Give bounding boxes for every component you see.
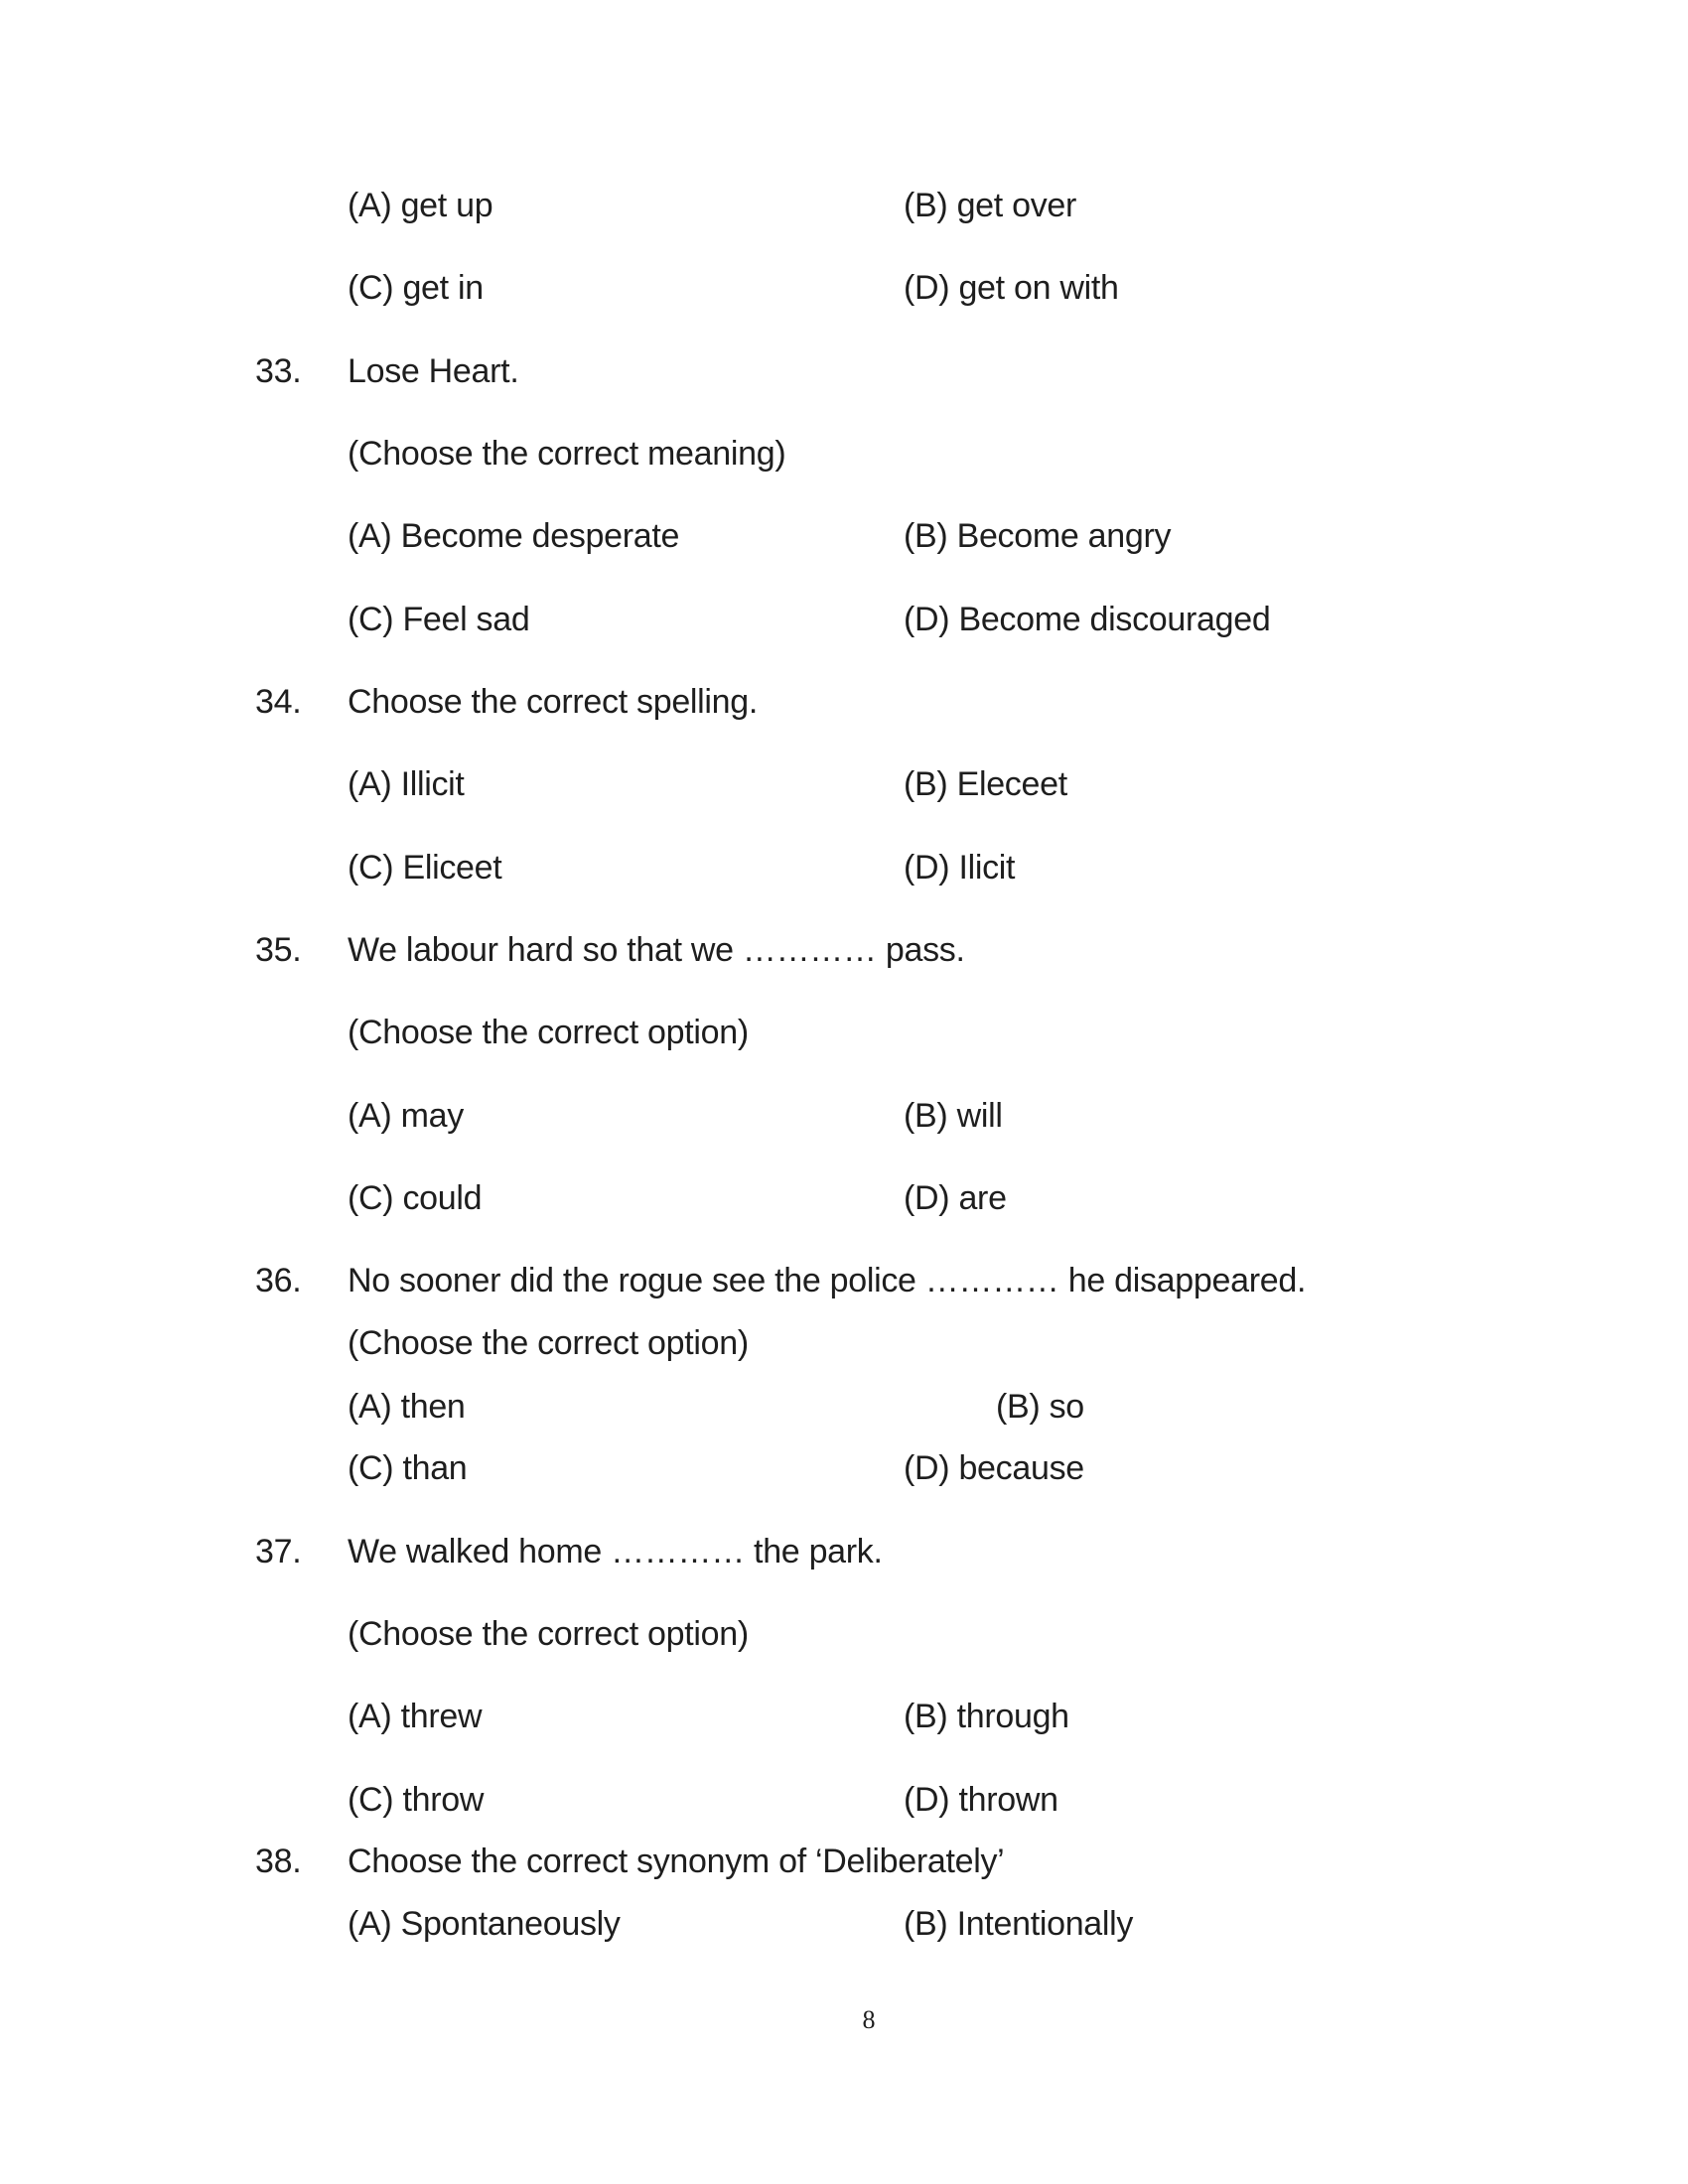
option-d: (D) get on with bbox=[904, 269, 1119, 307]
option-a: (A) then bbox=[348, 1388, 466, 1426]
page-number: 8 bbox=[862, 2005, 876, 2034]
question-text: Choose the correct synonym of ‘Deliberately’ bbox=[348, 1843, 1005, 1880]
option-d: (D) Become discouraged bbox=[904, 601, 1271, 638]
option-a: (A) may bbox=[348, 1097, 464, 1135]
option-c: (C) than bbox=[348, 1449, 468, 1487]
option-a: (A) Spontaneously bbox=[348, 1905, 621, 1943]
option-d: (D) because bbox=[904, 1449, 1084, 1487]
question-number: 36. bbox=[255, 1262, 302, 1299]
question-instruction: (Choose the correct meaning) bbox=[348, 435, 786, 473]
option-b: (B) through bbox=[904, 1698, 1069, 1735]
option-b: (B) so bbox=[996, 1388, 1084, 1426]
question-instruction: (Choose the correct option) bbox=[348, 1615, 749, 1653]
option-d: (D) thrown bbox=[904, 1781, 1058, 1819]
question-number: 35. bbox=[255, 931, 302, 969]
option-d: (D) are bbox=[904, 1179, 1007, 1217]
option-d: (D) Ilicit bbox=[904, 849, 1016, 887]
question-text: Choose the correct spelling. bbox=[348, 683, 759, 721]
option-c: (C) Eliceet bbox=[348, 849, 502, 887]
option-c: (C) could bbox=[348, 1179, 483, 1217]
question-number: 34. bbox=[255, 683, 302, 721]
question-number: 38. bbox=[255, 1843, 302, 1880]
question-number: 37. bbox=[255, 1533, 302, 1570]
option-b: (B) Become angry bbox=[904, 517, 1172, 555]
option-a: (A) Become desperate bbox=[348, 517, 680, 555]
option-c: (C) get in bbox=[348, 269, 484, 307]
question-instruction: (Choose the correct option) bbox=[348, 1014, 749, 1051]
question-text: No sooner did the rogue see the police ………… he disappeared. bbox=[348, 1262, 1307, 1299]
question-text: Lose Heart. bbox=[348, 352, 519, 390]
question-text: We labour hard so that we ………… pass. bbox=[348, 931, 965, 969]
option-b: (B) get over bbox=[904, 187, 1077, 224]
option-b: (B) Eleceet bbox=[904, 765, 1067, 803]
option-a: (A) threw bbox=[348, 1698, 483, 1735]
option-b: (B) Intentionally bbox=[904, 1905, 1134, 1943]
option-c: (C) Feel sad bbox=[348, 601, 530, 638]
question-instruction: (Choose the correct option) bbox=[348, 1324, 749, 1362]
option-b: (B) will bbox=[904, 1097, 1003, 1135]
option-a: (A) Illicit bbox=[348, 765, 465, 803]
question-number: 33. bbox=[255, 352, 302, 390]
option-c: (C) throw bbox=[348, 1781, 485, 1819]
option-a: (A) get up bbox=[348, 187, 493, 224]
question-text: We walked home ………… the park. bbox=[348, 1533, 883, 1570]
